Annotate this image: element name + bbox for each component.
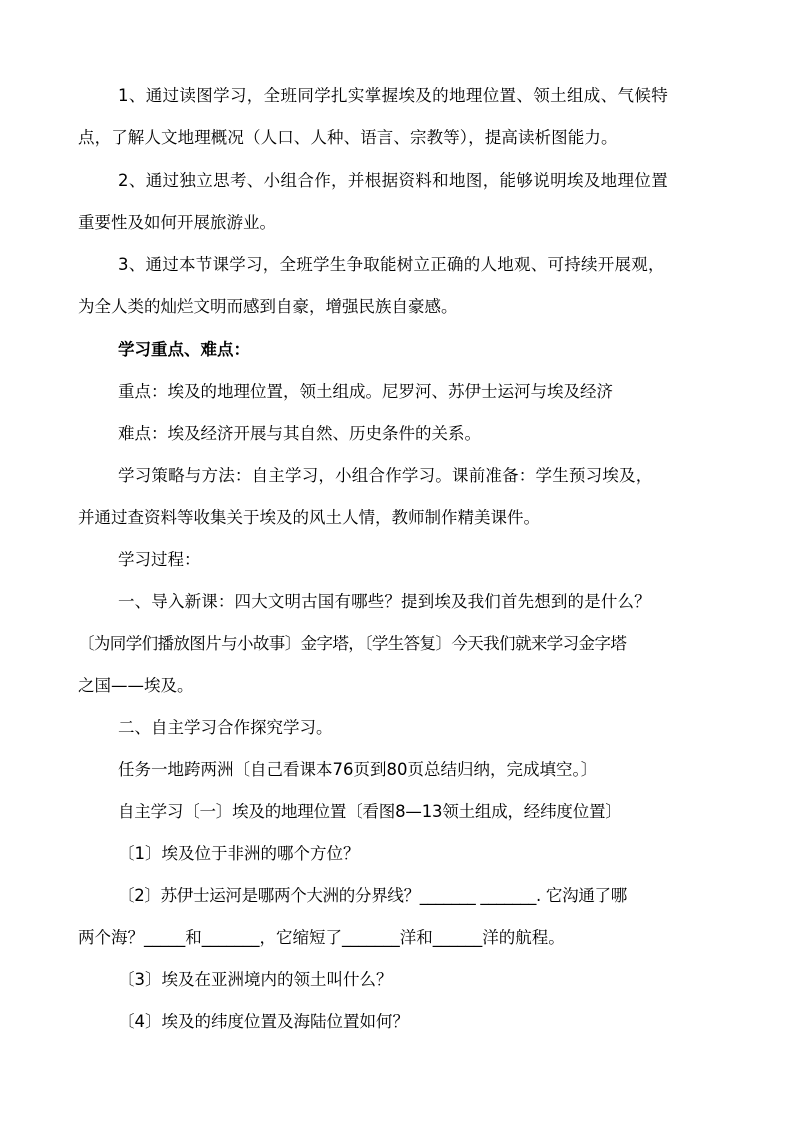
intro-line-2: 〔为同学们播放图片与小故事〕金字塔，〔学生答复〕今天我们就来学习金字塔 xyxy=(78,634,627,653)
intro-line-3: 之国——埃及。 xyxy=(78,676,194,695)
task-one-line: 任务一地跨两洲〔自己看课本76页到80页总结归纳，完成填空。〕 xyxy=(118,760,598,779)
difficult-points-line: 难点：埃及经济开展与其自然、历史条件的关系。 xyxy=(118,424,481,443)
key-points-line: 重点：埃及的地理位置，领土组成。尼罗河、苏伊士运河与埃及经济 xyxy=(118,382,613,401)
key-points-heading: 学习重点、难点： xyxy=(118,340,250,359)
strategy-line-2: 并通过查资料等收集关于埃及的风土人情，教师制作精美课件。 xyxy=(78,508,540,527)
strategy-line-1: 学习策略与方法：自主学习，小组合作学习。课前准备：学生预习埃及， xyxy=(118,466,653,485)
process-heading: 学习过程： xyxy=(118,550,201,569)
objective-2-line-2: 重要性及如何开展旅游业。 xyxy=(78,213,276,232)
objective-3-line-1: 3、通过本节课学习，全班学生争取能树立正确的人地观、可持续开展观， xyxy=(118,255,665,274)
objective-1-line-1: 1、通过读图学习，全班同学扎实掌握埃及的地理位置、领土组成、气候特 xyxy=(118,86,669,105)
self-study-one-line: 自主学习〔一〕埃及的地理位置〔看图8—13领土组成，经纬度位置〕 xyxy=(118,802,622,821)
objective-2-line-1: 2、通过独立思考、小组合作，并根据资料和地图，能够说明埃及地理位置 xyxy=(118,171,669,190)
question-2-line-1: 〔2〕苏伊士运河是哪两个大洲的分界线？_______ _______. 它沟通了哪 xyxy=(118,886,627,905)
objective-3-line-2: 为全人类的灿烂文明而感到自豪，增强民族自豪感。 xyxy=(78,297,458,316)
question-4: 〔4〕埃及的纬度位置及海陆位置如何？ xyxy=(118,1012,409,1031)
intro-line-1: 一、导入新课：四大文明古国有哪些？提到埃及我们首先想到的是什么？ xyxy=(118,592,651,611)
section-two-heading: 二、自主学习合作探究学习。 xyxy=(118,718,333,737)
objective-1-line-2: 点，了解人文地理概况（人口、人种、语言、宗教等），提高读析图能力。 xyxy=(78,128,618,147)
question-3: 〔3〕埃及在亚洲境内的领土叫什么？ xyxy=(118,970,393,989)
question-2-line-2: 两个海？_____和_______，它缩短了_______洋和______洋的航程。 xyxy=(78,928,565,947)
question-1: 〔1〕埃及位于非洲的哪个方位？ xyxy=(118,844,360,863)
